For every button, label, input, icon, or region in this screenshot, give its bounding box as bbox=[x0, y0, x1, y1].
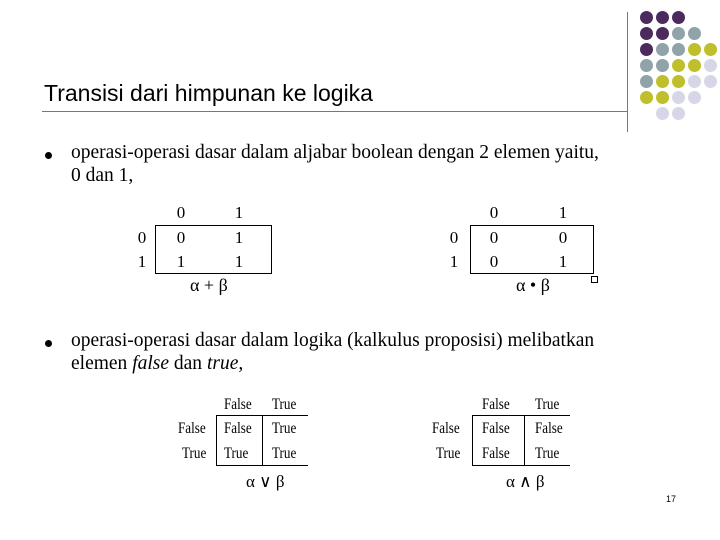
page-number: 17 bbox=[665, 494, 676, 504]
grid-dot bbox=[640, 59, 653, 72]
grid-dot bbox=[640, 11, 653, 24]
table-border bbox=[155, 225, 272, 226]
grid-dot bbox=[656, 91, 669, 104]
grid-dot bbox=[640, 27, 653, 40]
logic-and-caption: α ∧ β bbox=[506, 472, 545, 491]
col-header: 0 bbox=[489, 203, 499, 222]
table-cell: True bbox=[224, 445, 249, 462]
table-cell: 1 bbox=[234, 228, 244, 247]
table-border bbox=[472, 415, 570, 416]
grid-dot bbox=[672, 59, 685, 72]
row-header: True bbox=[182, 445, 207, 462]
bullet-1-line1: operasi-operasi dasar dalam aljabar boolean dengan 2 elemen yaitu, bbox=[71, 142, 599, 163]
bullet-2-line1: operasi-operasi dasar dalam logika (kalkulus proposisi) melibatkan bbox=[71, 330, 595, 351]
small-square-marker bbox=[591, 276, 598, 283]
bullet-dot bbox=[45, 340, 52, 347]
col-header: True bbox=[535, 396, 560, 413]
grid-dot bbox=[704, 59, 717, 72]
slide-title: Transisi dari himpunan ke logika bbox=[44, 80, 373, 106]
table-cell: 0 bbox=[489, 252, 499, 271]
table-cell: False bbox=[482, 445, 510, 462]
grid-dot bbox=[672, 75, 685, 88]
grid-dot bbox=[656, 27, 669, 40]
table-border bbox=[155, 273, 272, 274]
table-border bbox=[470, 225, 471, 274]
grid-dot bbox=[656, 59, 669, 72]
table-border bbox=[262, 415, 263, 466]
grid-dot bbox=[672, 27, 685, 40]
table-cell: 1 bbox=[176, 252, 186, 271]
grid-dot bbox=[704, 75, 717, 88]
table-border bbox=[472, 415, 473, 466]
row-header: 1 bbox=[449, 252, 459, 271]
table-cell: 0 bbox=[558, 228, 568, 247]
col-header: 1 bbox=[234, 203, 244, 222]
term-true: true, bbox=[206, 353, 244, 374]
grid-dot bbox=[640, 91, 653, 104]
table-cell: 0 bbox=[489, 228, 499, 247]
row-header: True bbox=[436, 445, 461, 462]
logic-or-caption: α ∨ β bbox=[246, 472, 285, 491]
grid-dot bbox=[688, 27, 701, 40]
grid-dot bbox=[688, 59, 701, 72]
row-header: 0 bbox=[449, 228, 459, 247]
bullet-1-text bbox=[71, 141, 599, 187]
vertical-rule bbox=[627, 12, 628, 132]
col-header: 1 bbox=[558, 203, 568, 222]
grid-dot bbox=[656, 107, 669, 120]
table-cell: False bbox=[535, 420, 563, 437]
grid-dot bbox=[656, 75, 669, 88]
table-border bbox=[593, 225, 594, 274]
table-cell: 1 bbox=[234, 252, 244, 271]
grid-dot bbox=[688, 43, 701, 56]
bullet-2-line2 bbox=[71, 352, 594, 375]
row-header: 1 bbox=[137, 252, 147, 271]
grid-dot bbox=[672, 43, 685, 56]
row-header: False bbox=[178, 420, 206, 437]
col-header: 0 bbox=[176, 203, 186, 222]
table-border bbox=[470, 225, 594, 226]
table-cell: True bbox=[272, 445, 297, 462]
grid-dot bbox=[672, 11, 685, 24]
term-false: false bbox=[132, 353, 170, 374]
table-cell: True bbox=[272, 420, 297, 437]
row-header: 0 bbox=[137, 228, 147, 247]
table-cell: 0 bbox=[176, 228, 186, 247]
table-border bbox=[271, 225, 272, 274]
table-border bbox=[470, 273, 594, 274]
col-header: True bbox=[272, 396, 297, 413]
table-border bbox=[155, 225, 156, 274]
table-cell: False bbox=[482, 420, 510, 437]
table-cell: False bbox=[224, 420, 252, 437]
bool-and-caption: α • β bbox=[516, 275, 550, 295]
text-run: dan bbox=[169, 353, 207, 374]
title-underline bbox=[42, 111, 628, 112]
grid-dot bbox=[688, 75, 701, 88]
table-cell: 1 bbox=[558, 252, 568, 271]
row-header: False bbox=[432, 420, 460, 437]
grid-dot bbox=[640, 43, 653, 56]
table-border bbox=[472, 465, 570, 466]
grid-dot bbox=[672, 91, 685, 104]
bool-or-caption: α + β bbox=[190, 275, 228, 295]
bullet-2-text bbox=[71, 329, 594, 375]
bullet-dot bbox=[45, 152, 52, 159]
grid-dot bbox=[672, 107, 685, 120]
grid-dot bbox=[688, 91, 701, 104]
col-header: False bbox=[224, 396, 252, 413]
table-cell: True bbox=[535, 445, 560, 462]
grid-dot bbox=[704, 43, 717, 56]
grid-dot bbox=[656, 11, 669, 24]
text-run: elemen bbox=[71, 353, 133, 374]
table-border bbox=[524, 415, 525, 466]
col-header: False bbox=[482, 396, 510, 413]
table-border bbox=[216, 415, 217, 466]
bullet-1-line2: 0 dan 1, bbox=[71, 165, 134, 186]
grid-dot bbox=[640, 75, 653, 88]
grid-dot bbox=[656, 43, 669, 56]
